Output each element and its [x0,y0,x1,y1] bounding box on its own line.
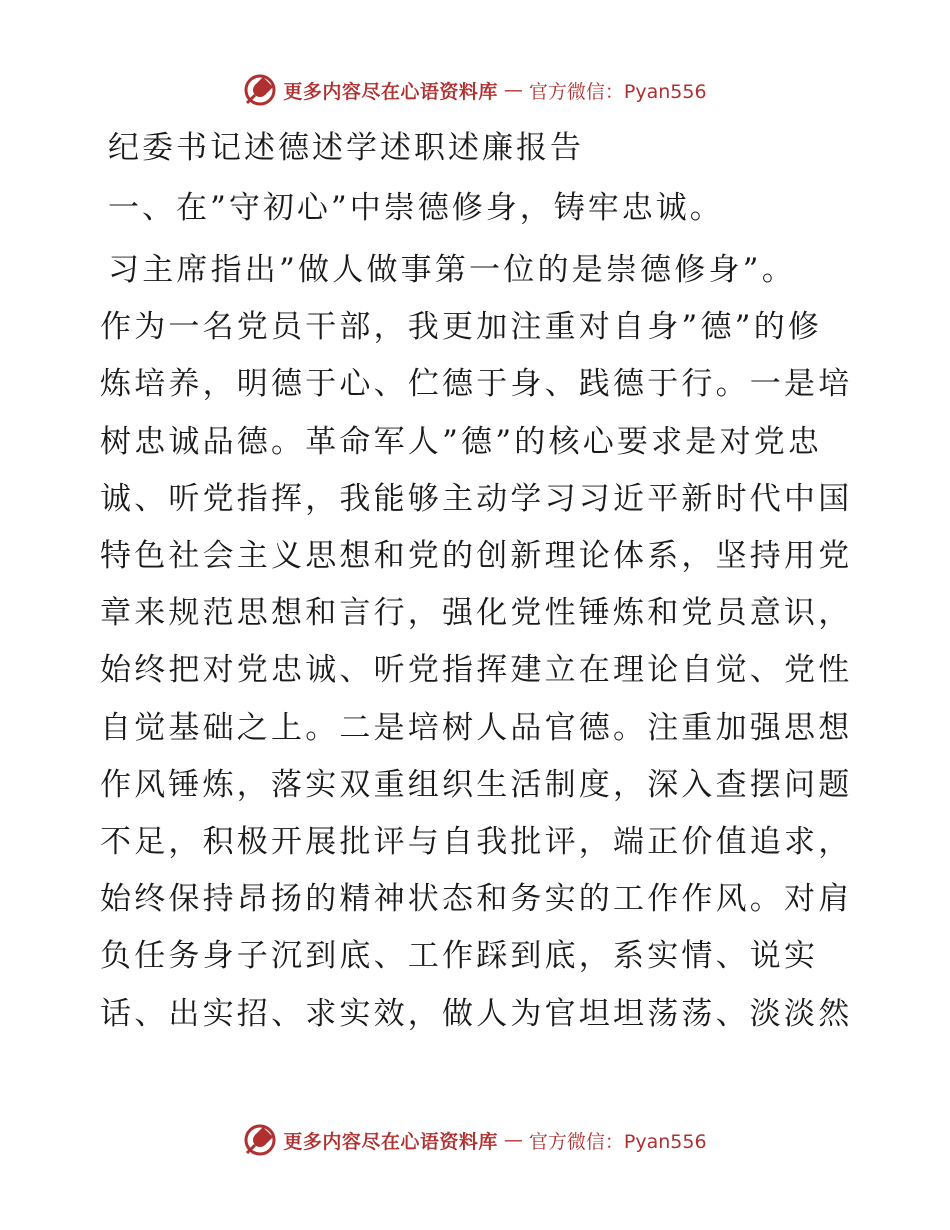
paragraph-line: 始终保持昂扬的精神状态和务实的工作作风。对肩 [100,881,853,918]
watermark-banner-top [0,70,950,110]
watermark-separator: — [503,79,523,101]
paragraph-line: 特色社会主义思想和党的创新理论体系，坚持用党 [100,538,853,575]
paragraph-line: 话、出实招、求实效，做人为官坦坦荡荡、淡淡然 [100,995,853,1032]
paragraph-line: 章来规范思想和言行，强化党性锤炼和党员意识， [100,595,853,632]
paragraph-line: 始终把对党忠诚、听党指挥建立在理论自觉、党性 [100,652,853,689]
paragraph-line: 习主席指出”做人做事第一位的是崇德修身”。 [108,252,796,288]
paragraph-line: 负任务身子沉到底、工作踩到底，系实情、说实 [100,938,819,975]
watermark-wechat: 官方微信：Pyan556 [528,80,707,103]
paragraph-line: 作为一名党员干部，我更加注重对自身”德”的修 [100,309,823,346]
watermark-text: 更多内容尽在心语资料库 [283,1130,498,1153]
watermark-separator: — [503,1129,523,1151]
paragraph-line: 诚、听党指挥，我能够主动学习习近平新时代中国 [100,480,853,517]
watermark-text: 更多内容尽在心语资料库 [283,80,498,103]
paragraph-line: 自觉基础之上。二是培树人品官德。注重加强思想 [100,709,853,746]
body-paragraph [100,242,852,1043]
pen-logo-icon [243,73,277,107]
document-title: 纪委书记述德述学述职述廉报告 [108,130,584,166]
paragraph-line: 不足，积极开展批评与自我批评，端正价值追求， [100,824,853,861]
paragraph-line: 树忠诚品德。革命军人”德”的核心要求是对党忠 [100,423,823,460]
document-body [100,126,852,1043]
paragraph-line: 炼培养，明德于心、伫德于身、践德于行。一是培 [100,366,853,403]
section-heading: 一、在”守初心”中崇德修身，铸牢忠诚。 [108,190,724,226]
watermark-banner-bottom [0,1120,950,1160]
pen-logo-icon [243,1123,277,1157]
paragraph-line: 作风锤炼，落实双重组织生活制度，深入查摆问题 [100,766,853,803]
watermark-wechat: 官方微信：Pyan556 [528,1130,707,1153]
